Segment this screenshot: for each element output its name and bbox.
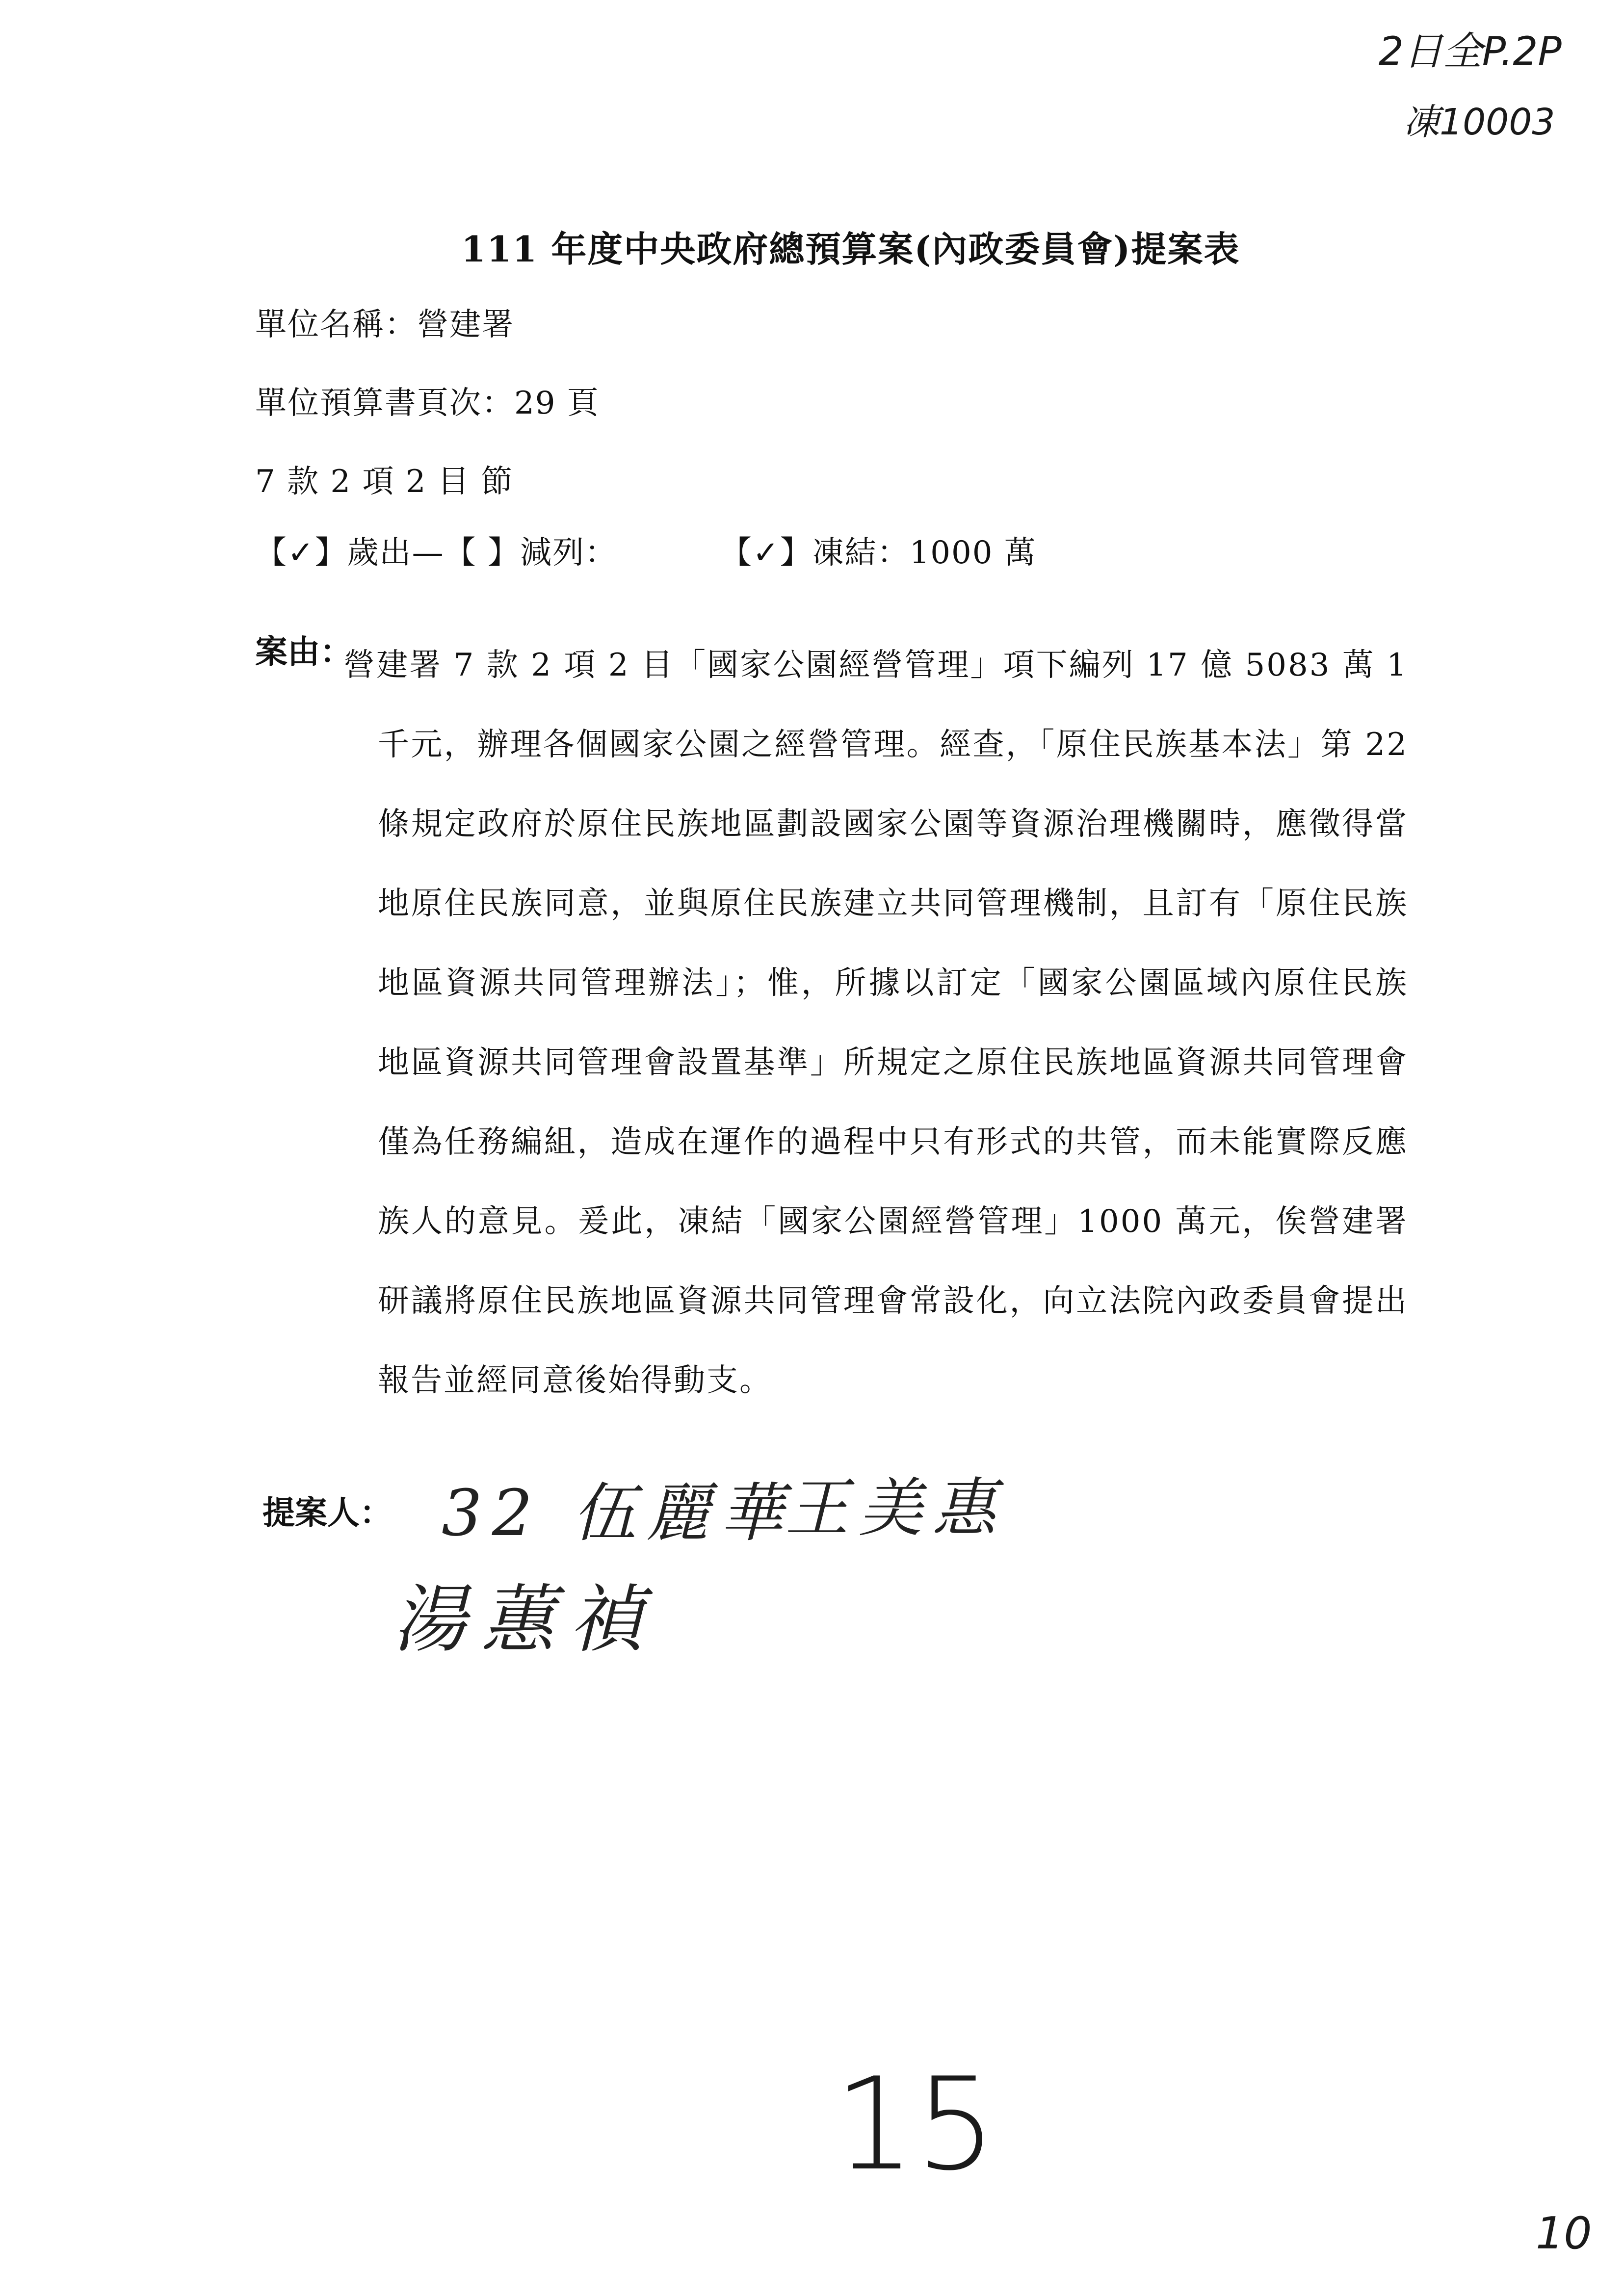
corner-page-number: 10 [1536,2208,1592,2259]
reduce-label: 減列： [520,535,617,571]
signature-1: 32 伍麗華 [442,1476,793,1550]
freeze-label: 凍結：1000 萬 [812,535,1037,571]
reason-label: 案由： [255,632,352,671]
margin-note-top-right-1: 2日全P.2P [1379,28,1562,74]
proposer-label: 提案人： [262,1493,392,1532]
options-row [255,527,1037,573]
expenditure-checkbox: 【✓】 [255,535,347,571]
reduce-checkbox: 【 】 [444,535,520,571]
margin-note-top-right-2: 凍10003 [1403,101,1555,143]
reason-text: 營建署 7 款 2 項 2 目「國家公園經營管理」項下編列 17 億 5083 萬 1 千元，辦理各個國家公園之經營管理。經查，「原住民族基本法」第 22 條規定政府於原住民族地區劃設國家公園等資源治理機關時，應徵得當地原住民族同意，並與原住民族建立共同管理機制，且訂有「原住民族地區資源共同管理辦法」；惟，所據以訂定「國家公園區域內原住民族地區資源共同管理會設置基準」所規定之原住民族地區資源共同管理會僅為任務編組，造成在運作的過程中只有形式的共管，而未能實際反應族人的意見。爰此，凍結「國家公園經營管理」1000 萬元，俟營建署研議將原住民族地區資源共同管理會常設化，向立法院內政委員會提出報告並經同意後始得動支。 [343,647,1408,1399]
budget-page: 單位預算書頁次：29 頁 [255,385,600,421]
handwritten-page-number: 15 [834,2051,996,2199]
freeze-checkbox: 【✓】 [720,535,812,571]
signature-2: 王美惠 [785,1471,1006,1545]
unit-name: 單位名稱：營建署 [255,307,514,343]
budget-item: 7 款 2 項 2 目 節 [255,464,514,500]
document-title: 111 年度中央政府總預算案(內政委員會)提案表 [461,228,1240,270]
signature-3: 湯蕙禎 [393,1577,658,1663]
expenditure-label: 歲出— [347,535,445,571]
